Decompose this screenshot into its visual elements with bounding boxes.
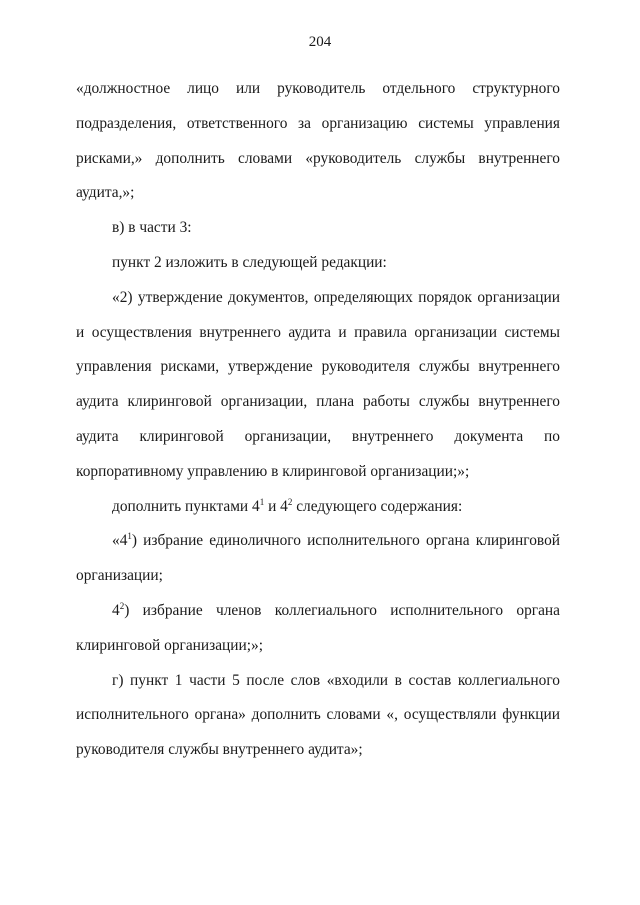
- superscript-1: 1: [127, 531, 132, 542]
- paragraph-7: [76, 594, 560, 664]
- paragraph-5: [76, 490, 560, 525]
- paragraph-7-text-before: 4: [112, 601, 120, 619]
- document-body: [76, 72, 560, 768]
- superscript-2: 2: [119, 600, 125, 611]
- paragraph-5-text-middle: и 4: [264, 497, 288, 515]
- page-number: 204: [308, 34, 332, 50]
- paragraph-2: в) в части 3:: [112, 219, 192, 237]
- paragraph-6: [76, 524, 560, 594]
- paragraph-1: «должностное лицо или руководитель отдельного структурного подразделения, ответственного за организацию системы управления рисками,» дополнить словами «руководитель службы внутреннего аудита,»;: [76, 80, 560, 202]
- paragraph-7-text-after: ) избрание членов коллегиального исполнительного органа клиринговой организации;»;: [76, 601, 560, 654]
- paragraph-8: г) пункт 1 части 5 после слов «входили в состав коллегиального исполнительного органа» дополнить словами «, осуществляли функции руководителя службы внутреннего аудита»;: [76, 671, 560, 759]
- paragraph-5-text-after: следующего содержания:: [292, 497, 463, 515]
- superscript-2: 2: [287, 496, 293, 507]
- paragraph-5-text-before: дополнить пунктами 4: [112, 497, 260, 515]
- superscript-1: 1: [259, 496, 265, 507]
- paragraph-4: «2) утверждение документов, определяющих порядок организации и осуществления внутреннего аудита и правила организации системы управления рисками, утверждение руководителя службы внутреннего аудита клиринговой организации, плана работы службы внутреннего аудита клиринговой организации, внутреннего документа по корпоративному управлению в клиринговой организации;»;: [76, 288, 560, 480]
- paragraph-3: пункт 2 изложить в следующей редакции:: [112, 253, 387, 271]
- paragraph-6-text-before: «4: [112, 532, 128, 550]
- paragraph-6-text-after: ) избрание единоличного исполнительного органа клиринговой организации;: [76, 532, 560, 585]
